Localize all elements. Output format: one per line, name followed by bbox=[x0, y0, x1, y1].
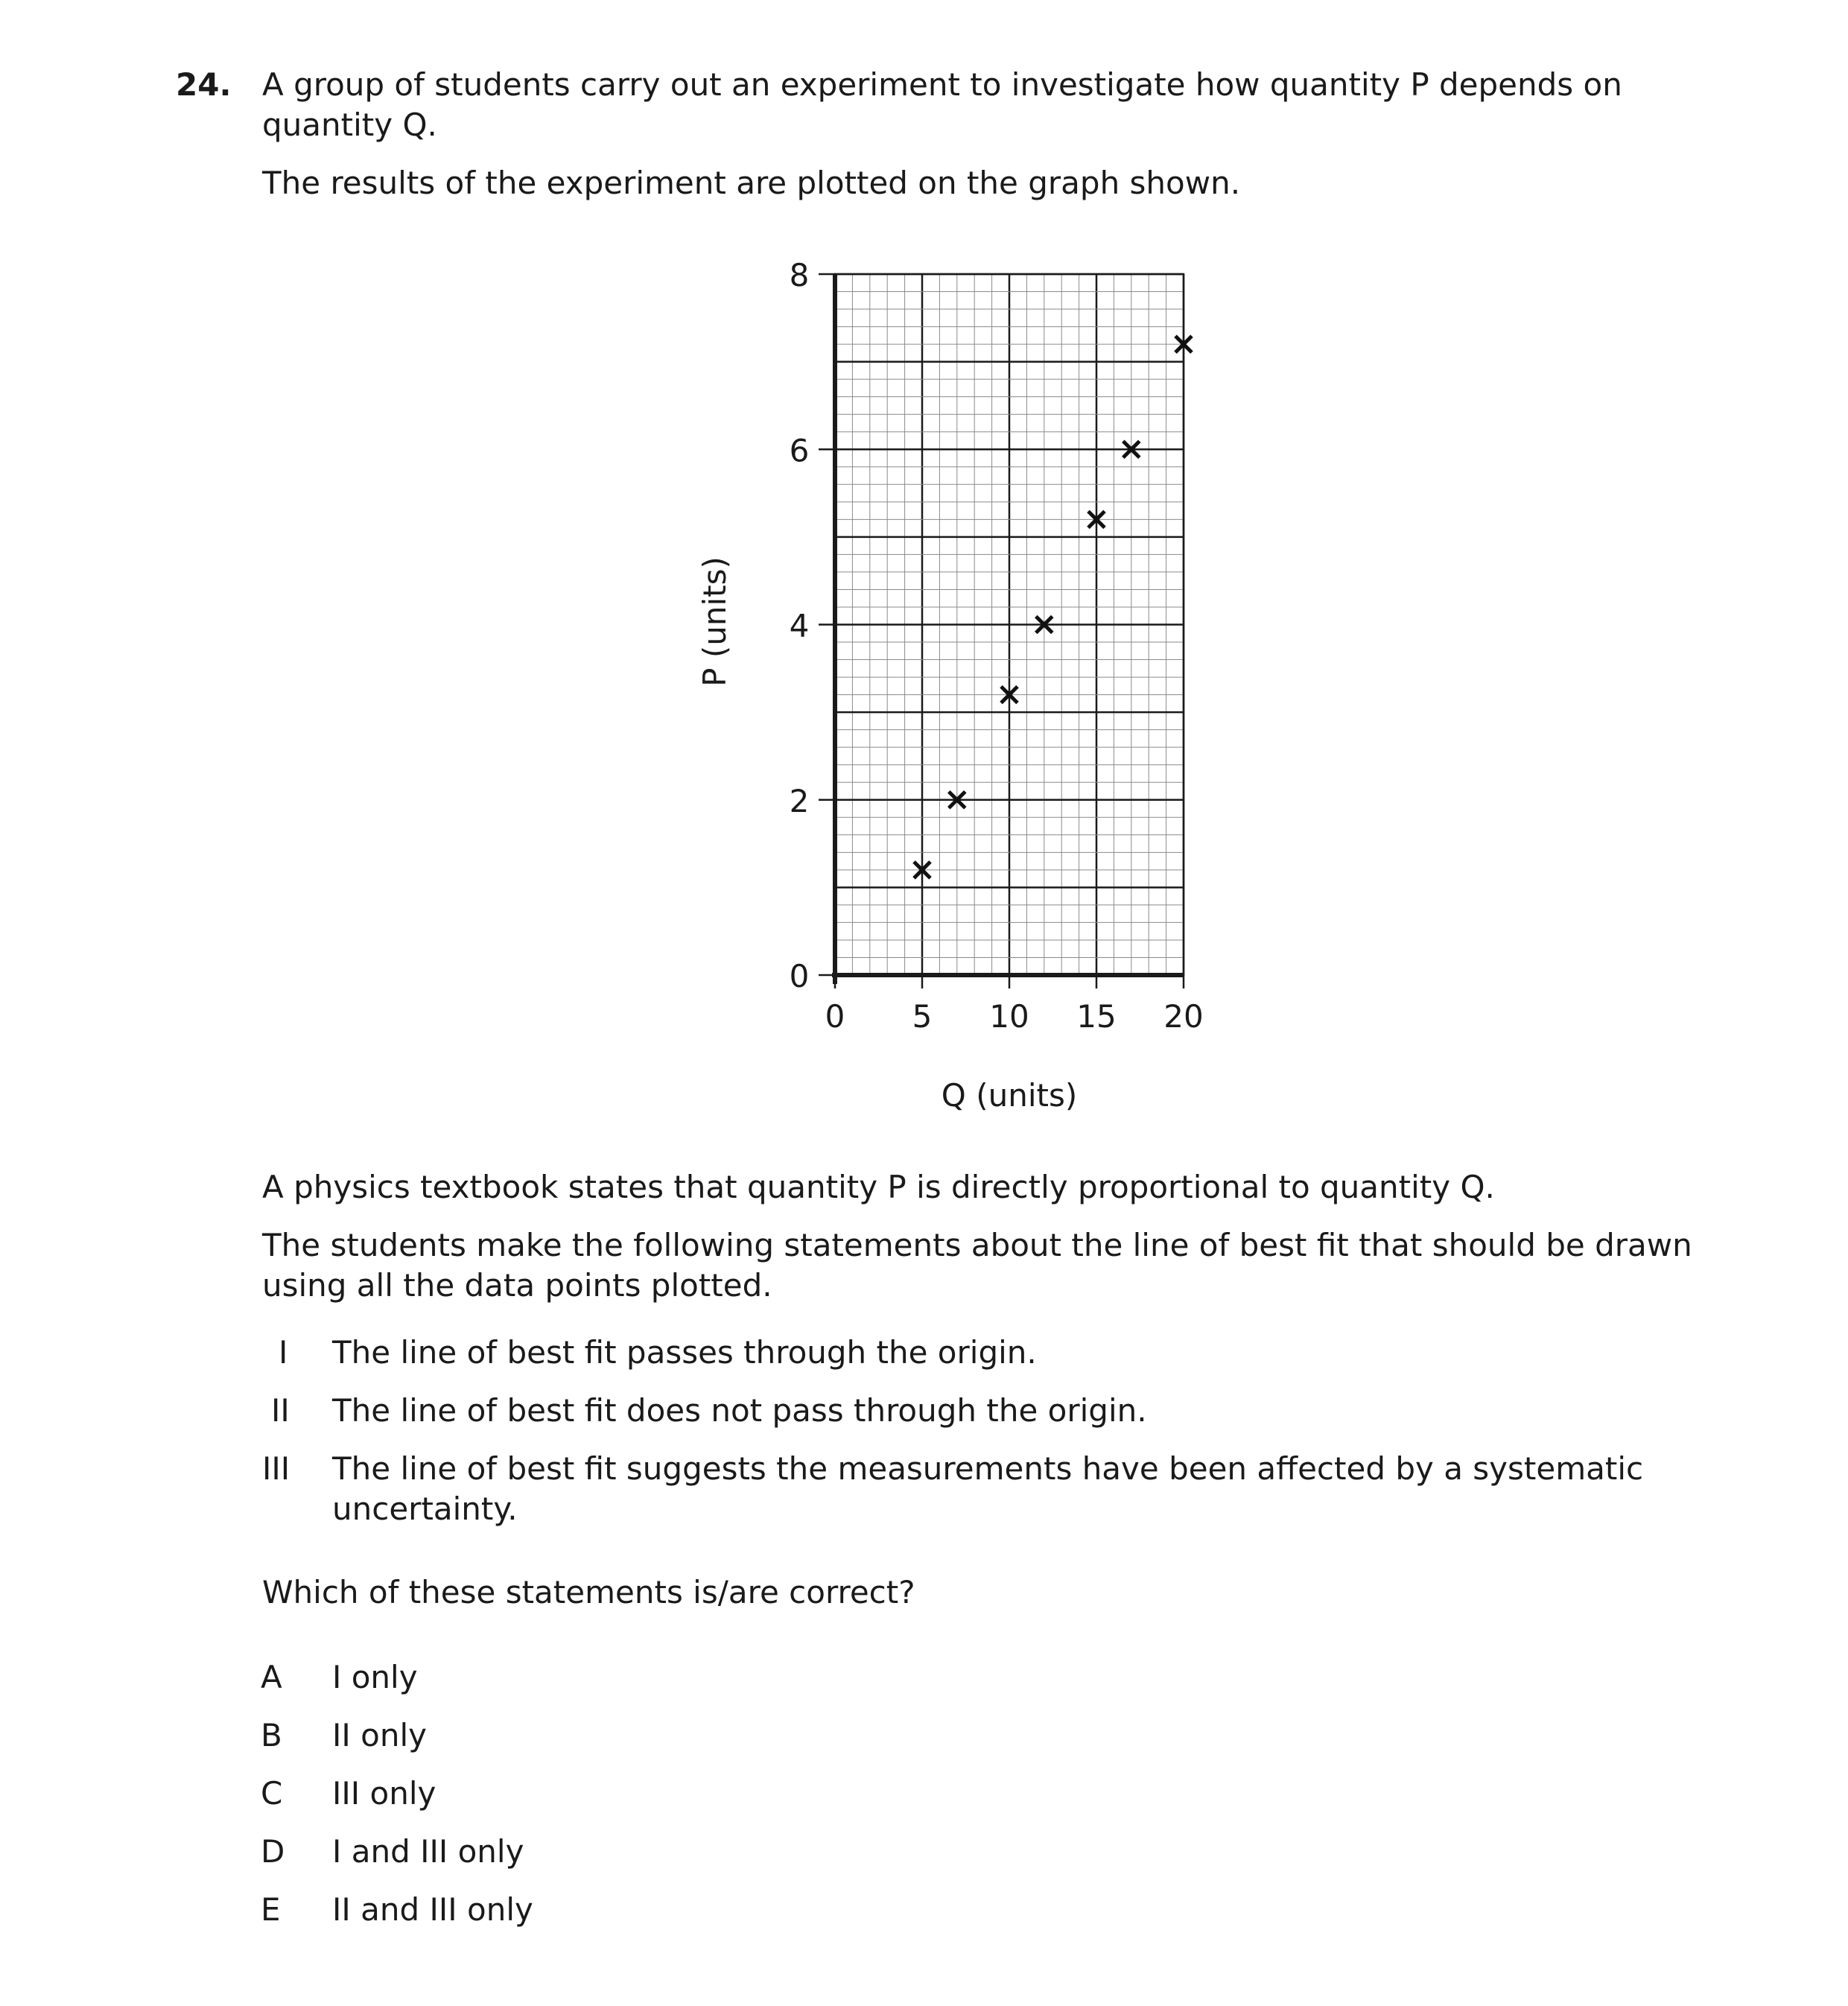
statement-text: The line of best fit suggests the measurements have been affected by a systematic bbox=[332, 1450, 1644, 1487]
question-intro-line2: quantity Q. bbox=[262, 107, 437, 143]
question-intro-line1: A group of students carry out an experiment to investigate how quantity P depends on bbox=[262, 66, 1622, 103]
option-text: II and III only bbox=[332, 1891, 533, 1928]
statement-numeral: III bbox=[262, 1450, 290, 1487]
graph-grid bbox=[835, 274, 1184, 975]
option-text: II only bbox=[332, 1717, 427, 1753]
y-tick-label: 6 bbox=[789, 432, 810, 469]
graph-axes bbox=[832, 274, 1184, 984]
x-tick-label: 20 bbox=[1163, 998, 1204, 1035]
option-letter: B bbox=[261, 1717, 282, 1753]
question-intro-line3: The results of the experiment are plotted on the graph shown. bbox=[262, 165, 1241, 201]
option-letter: D bbox=[261, 1833, 285, 1870]
question-prompt: Which of these statements is/are correct? bbox=[262, 1574, 915, 1610]
x-axis-label: Q (units) bbox=[941, 1077, 1078, 1114]
y-tick-label: 4 bbox=[789, 607, 810, 644]
statements-intro-line1: The students make the following statements about the line of best fit that should be drawn bbox=[262, 1227, 1692, 1263]
y-tick-label: 8 bbox=[789, 257, 810, 293]
option-text: I and III only bbox=[332, 1833, 524, 1870]
y-tick-label: 2 bbox=[789, 782, 810, 819]
option-text: III only bbox=[332, 1775, 436, 1812]
textbook-statement: A physics textbook states that quantity P is directly proportional to quantity Q. bbox=[262, 1169, 1495, 1205]
x-tick-label: 15 bbox=[1076, 998, 1117, 1035]
statements-intro-line2: using all the data points plotted. bbox=[262, 1267, 772, 1304]
statement-numeral: I bbox=[279, 1334, 288, 1371]
x-tick-label: 5 bbox=[912, 998, 933, 1035]
option-text: I only bbox=[332, 1659, 418, 1695]
y-tick-label: 0 bbox=[789, 958, 810, 994]
x-tick-label: 10 bbox=[989, 998, 1029, 1035]
y-axis-label: P (units) bbox=[696, 556, 733, 687]
option-letter: E bbox=[261, 1891, 281, 1928]
graph-ticks bbox=[790, 257, 1204, 1035]
option-letter: C bbox=[261, 1775, 283, 1812]
question-number: 24. bbox=[176, 66, 232, 103]
x-tick-label: 0 bbox=[825, 998, 845, 1035]
statement-text: The line of best fit passes through the origin. bbox=[332, 1334, 1037, 1371]
option-letter: A bbox=[261, 1659, 282, 1695]
statement-text: The line of best fit does not pass through the origin. bbox=[332, 1392, 1147, 1429]
statement-text-continued: uncertainty. bbox=[332, 1491, 518, 1527]
statement-numeral: II bbox=[271, 1392, 290, 1429]
